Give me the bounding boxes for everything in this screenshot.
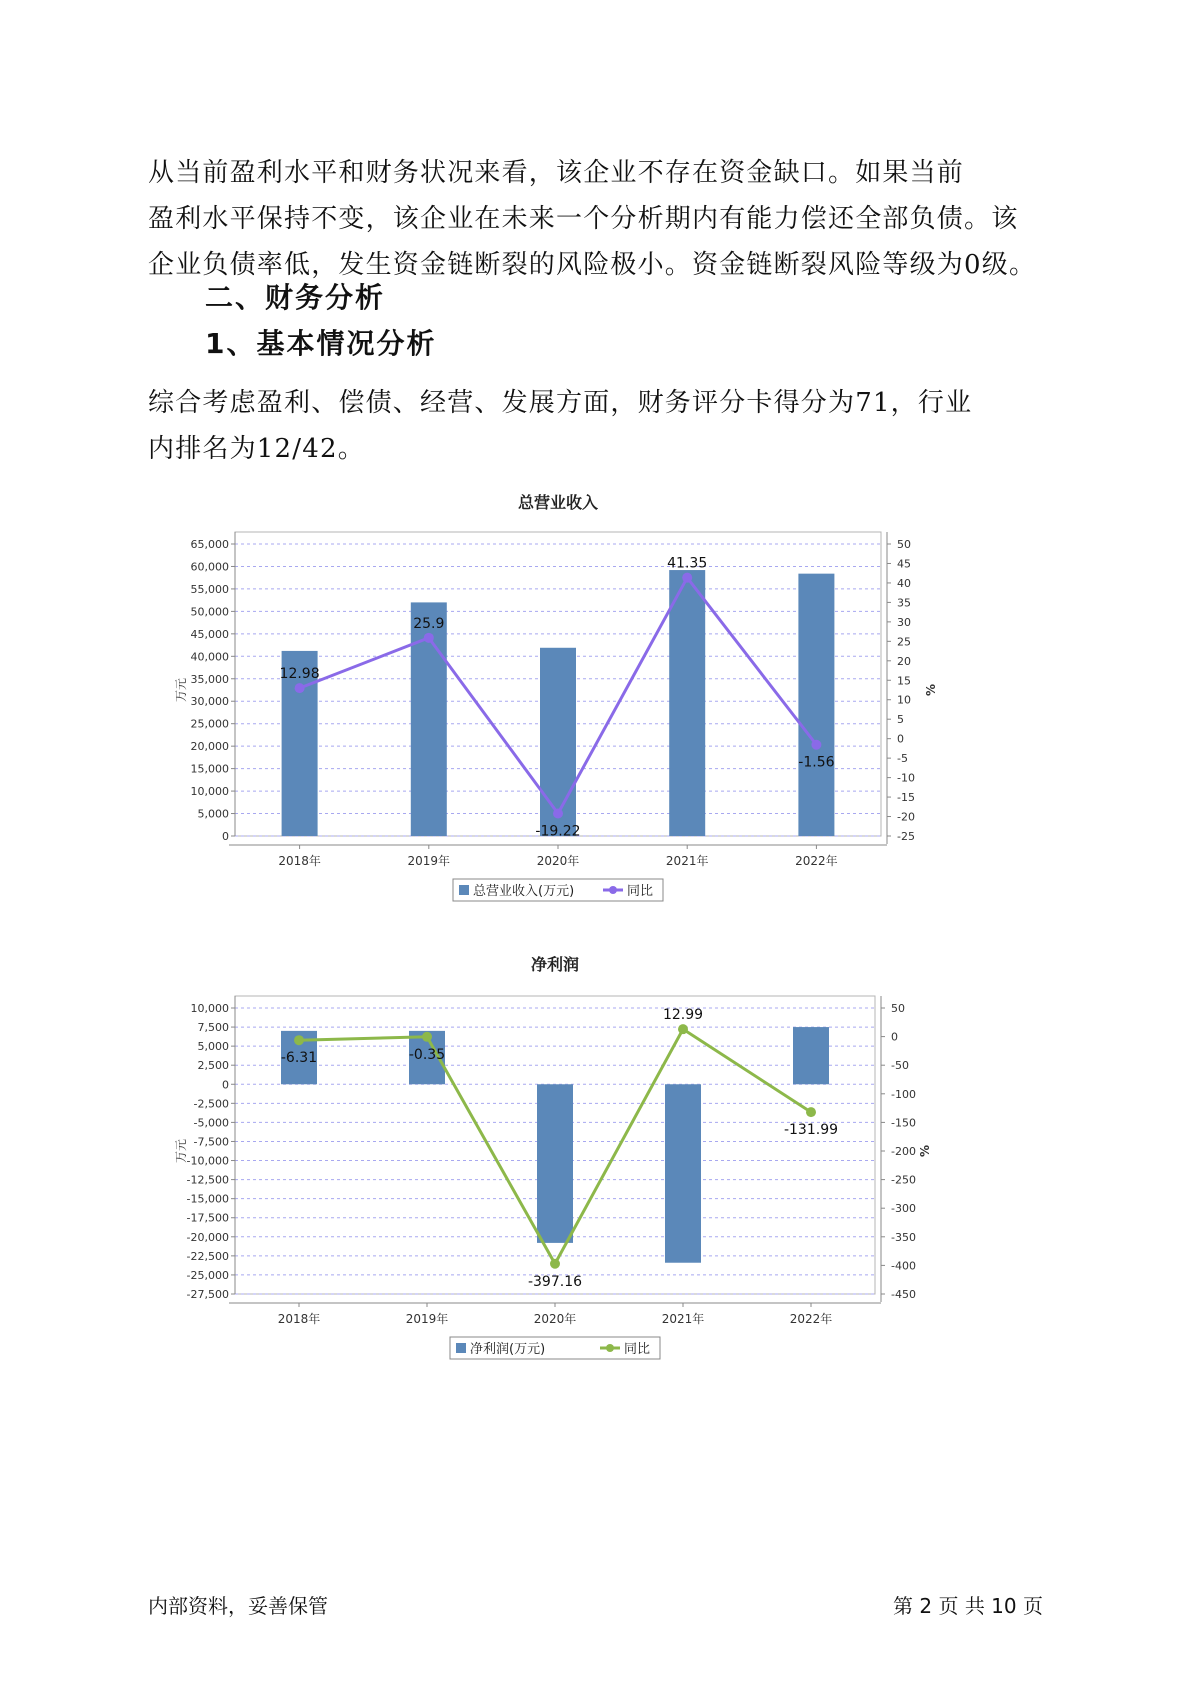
- y-tick-label: -27,500: [186, 1288, 229, 1301]
- paragraph-line: 企业负债率低，发生资金链断裂的风险极小。资金链断裂风险等级为0级。: [148, 250, 1037, 280]
- y-tick-label: -12,500: [186, 1173, 229, 1187]
- x-tick-label: 2021年: [661, 1312, 705, 1326]
- line-point: [550, 1259, 560, 1269]
- y-tick-label: 30,000: [190, 695, 229, 709]
- y2-tick-label: -200: [891, 1145, 916, 1158]
- y-tick-label: -15,000: [186, 1192, 229, 1206]
- y2-tick-label: -300: [891, 1202, 916, 1216]
- bar: [669, 570, 705, 836]
- footer-page-number: 第 2 页 共 10 页: [893, 1594, 1043, 1618]
- y-tick-label: 25,000: [190, 717, 229, 731]
- y-tick-label: 7,500: [197, 1021, 229, 1035]
- bar: [540, 648, 576, 836]
- y-tick-label: 55,000: [190, 582, 229, 596]
- x-tick-label: 2019年: [407, 854, 451, 868]
- y-tick-label: 10,000: [190, 785, 229, 799]
- y2-tick-label: -50: [891, 1059, 909, 1073]
- y2-tick-label: -10: [897, 771, 915, 785]
- line-point: [424, 633, 434, 643]
- y-tick-label: -25,000: [186, 1268, 229, 1282]
- y2-tick-label: 0: [891, 1030, 898, 1044]
- y-tick-label: 5,000: [197, 807, 229, 821]
- legend-line-marker: [606, 1344, 614, 1352]
- data-label: 41.35: [667, 555, 708, 572]
- y-tick-label: -20,000: [186, 1230, 229, 1244]
- x-tick-label: 2020年: [533, 1312, 577, 1326]
- y2-tick-label: -15: [897, 791, 915, 805]
- paragraph-funding-gap: [148, 150, 1043, 288]
- y2-tick-label: 35: [897, 596, 911, 610]
- data-label: -397.16: [527, 1273, 583, 1290]
- chart-legend: [453, 879, 663, 901]
- y2-tick-label: -100: [891, 1087, 916, 1101]
- y-tick-label: 60,000: [190, 560, 229, 574]
- revenue-chart: [175, 488, 1015, 912]
- y-tick-label: 2,500: [197, 1059, 229, 1073]
- y-tick-label: 45,000: [190, 627, 229, 641]
- y-tick-label: 0: [222, 830, 229, 843]
- x-tick-label: 2019年: [405, 1312, 449, 1326]
- y-tick-label: 40,000: [190, 650, 229, 664]
- y2-tick-label: -150: [891, 1116, 916, 1130]
- y2-tick-label: -25: [897, 830, 915, 843]
- data-label: -6.31: [280, 1050, 318, 1067]
- data-label: -0.35: [408, 1046, 446, 1063]
- y2-tick-label: 20: [897, 654, 911, 668]
- bar: [798, 574, 834, 836]
- line-point: [422, 1032, 432, 1042]
- y-tick-label: 5,000: [197, 1040, 229, 1054]
- y2-tick-label: -250: [891, 1173, 916, 1187]
- y2-tick-label: -350: [891, 1230, 916, 1244]
- line-point: [811, 740, 821, 750]
- chart-title: 总营业收入: [517, 493, 599, 512]
- line-point: [295, 683, 305, 693]
- line-point: [678, 1024, 688, 1034]
- x-tick-label: 2022年: [789, 1312, 833, 1326]
- revenue-chart-svg: [175, 488, 1015, 908]
- data-label: 25.9: [413, 615, 445, 632]
- line-point: [294, 1035, 304, 1045]
- y-tick-label: 35,000: [190, 672, 229, 686]
- y2-tick-label: 45: [897, 557, 911, 571]
- line-point: [806, 1107, 816, 1117]
- line-point: [682, 573, 692, 583]
- legend-bar-label: 总营业收入(万元): [473, 884, 575, 899]
- y2-tick-label: 40: [897, 576, 911, 590]
- x-tick-label: 2018年: [278, 854, 321, 868]
- y-tick-label: 15,000: [190, 762, 229, 776]
- bar: [793, 1027, 829, 1084]
- footer-confidential: 内部资料，妥善保管: [148, 1594, 328, 1618]
- legend-bar-label: 净利润(万元): [470, 1342, 546, 1357]
- y2-axis-title: %: [918, 1144, 932, 1158]
- y2-tick-label: 15: [897, 674, 911, 688]
- paragraph-line: 综合考虑盈利、偿债、经营、发展方面，财务评分卡得分为71，行业: [148, 388, 973, 418]
- net-profit-chart: [175, 950, 1015, 1379]
- subsection-heading: 1、基本情况分析: [205, 327, 437, 360]
- y-tick-label: -7,500: [193, 1135, 229, 1149]
- y2-tick-label: 0: [897, 732, 904, 746]
- legend-line-label: 同比: [624, 1342, 651, 1357]
- data-label: -19.22: [535, 823, 581, 840]
- y-tick-label: -5,000: [193, 1116, 229, 1130]
- data-label: 12.99: [662, 1007, 704, 1024]
- legend-line-label: 同比: [627, 884, 654, 899]
- legend-line-marker: [609, 886, 617, 894]
- line-point: [553, 808, 563, 818]
- y2-axis-title: %: [924, 683, 938, 697]
- y-tick-label: -22,500: [186, 1249, 229, 1263]
- paragraph-line: 盈利水平保持不变，该企业在未来一个分析期内有能力偿还全部负债。该: [148, 204, 1019, 234]
- data-label: -131.99: [783, 1122, 839, 1139]
- y-tick-label: 0: [222, 1078, 229, 1092]
- bar: [665, 1084, 701, 1262]
- y2-tick-label: -400: [891, 1259, 916, 1273]
- legend-bar-swatch: [459, 885, 469, 895]
- paragraph-line: 内排名为12/42。: [148, 434, 365, 464]
- y-tick-label: 20,000: [190, 740, 229, 754]
- y2-tick-label: -5: [897, 752, 908, 766]
- y-tick-label: 65,000: [190, 538, 229, 551]
- net-profit-chart-svg: [175, 950, 1015, 1375]
- y2-tick-label: 10: [897, 693, 911, 707]
- chart-legend: [450, 1337, 660, 1359]
- x-tick-label: 2021年: [665, 854, 709, 868]
- y2-tick-label: 50: [897, 538, 911, 551]
- data-label: -1.56: [798, 754, 835, 771]
- x-tick-label: 2022年: [795, 854, 838, 868]
- y2-tick-label: -450: [891, 1288, 916, 1301]
- paragraph-line: 从当前盈利水平和财务状况来看，该企业不存在资金缺口。如果当前: [148, 158, 965, 188]
- x-tick-label: 2018年: [277, 1312, 321, 1326]
- y-tick-label: -17,500: [186, 1211, 229, 1225]
- y2-tick-label: 25: [897, 635, 911, 649]
- y-axis-title: 万元: [175, 1138, 188, 1164]
- bar: [537, 1084, 573, 1243]
- section-heading: 二、财务分析: [205, 281, 386, 314]
- y-tick-label: -2,500: [193, 1097, 229, 1111]
- y-tick-label: 50,000: [190, 605, 229, 619]
- legend-bar-swatch: [456, 1343, 466, 1353]
- x-tick-label: 2020年: [536, 854, 580, 868]
- y-tick-label: -10,000: [186, 1154, 229, 1168]
- y2-tick-label: 50: [891, 1002, 905, 1015]
- y-axis-title: 万元: [175, 677, 188, 703]
- y-tick-label: 10,000: [190, 1002, 229, 1015]
- y2-tick-label: 30: [897, 615, 911, 629]
- data-label: 12.98: [279, 666, 320, 683]
- chart-title: 净利润: [530, 955, 580, 974]
- paragraph-score: [148, 380, 1043, 472]
- y2-tick-label: -20: [897, 810, 915, 824]
- y2-tick-label: 5: [897, 713, 904, 727]
